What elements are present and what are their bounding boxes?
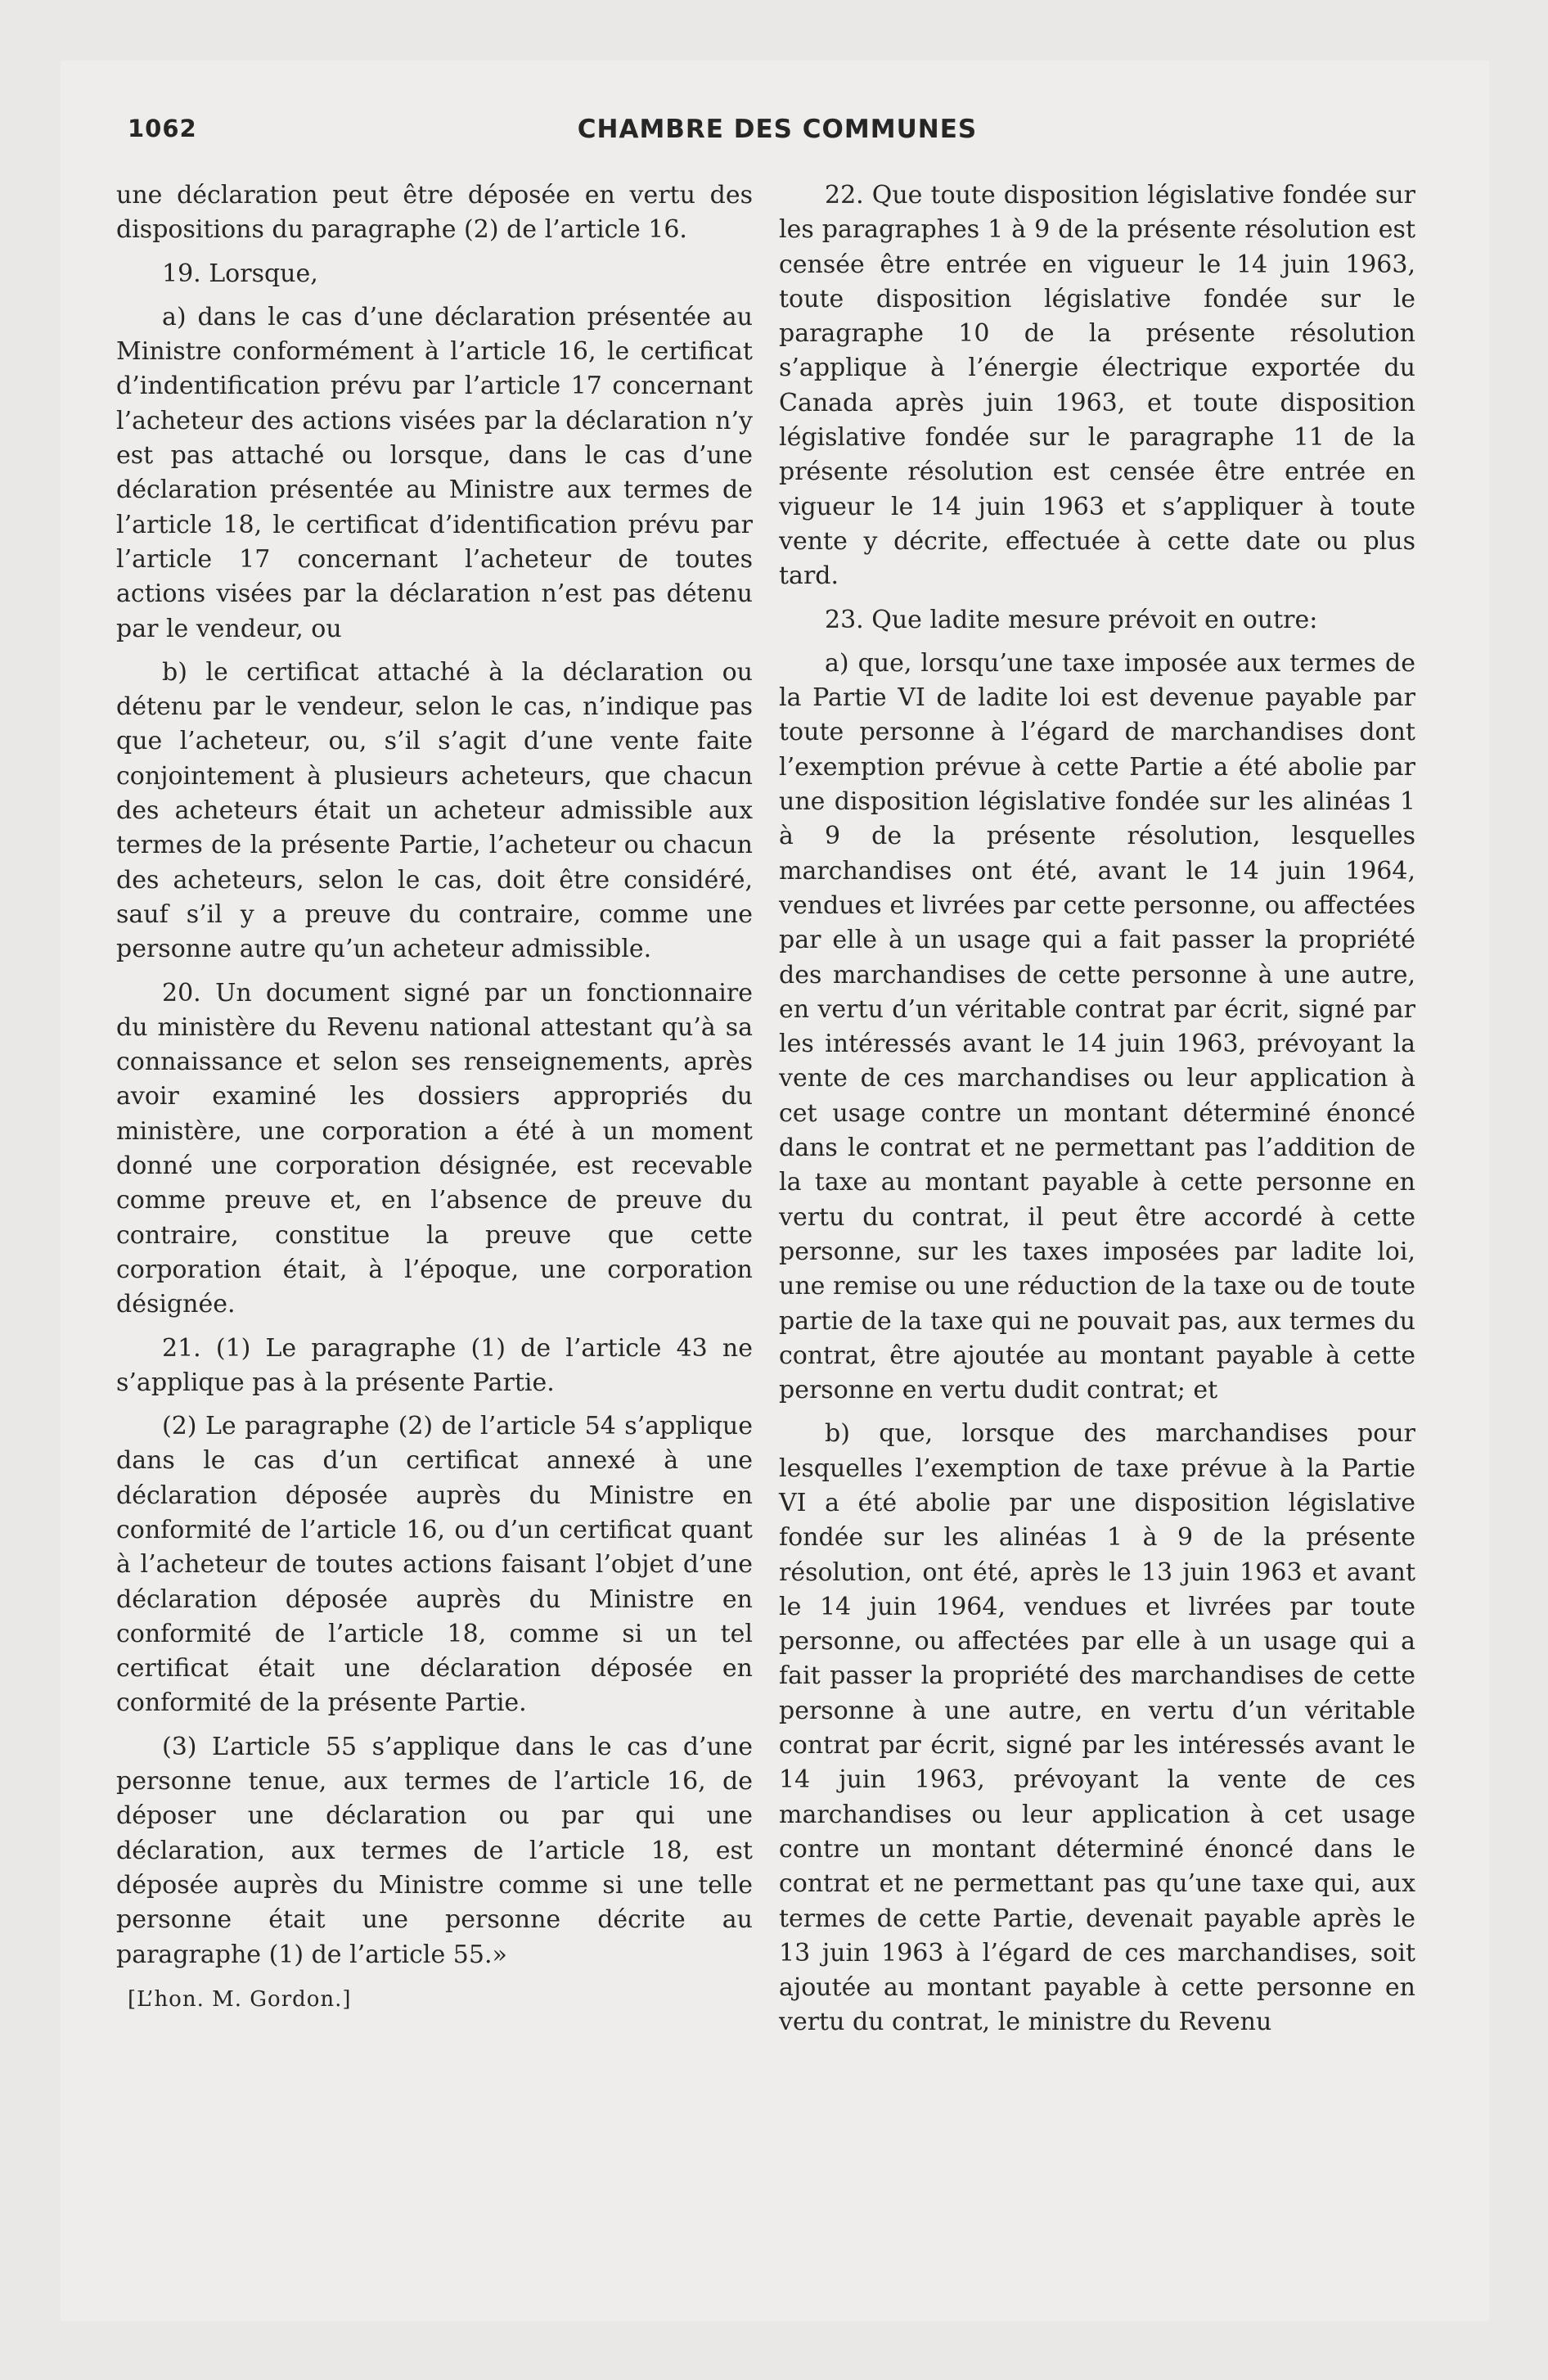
paragraph-19a: a) dans le cas d’une déclaration présentée au Ministre conformément à l’article 16, le certificat d’indentification prévu par l’article 17 concernant l’acheteur des actions visées par la déclaration n’y est pas attaché ou lorsque, dans le cas d’une déclaration présentée au Ministre aux termes de l’article 18, le certificat d’identification prévu par l’article 17 concernant l’acheteur de toutes actions visées par la déclaration n’est pas détenu par le vendeur, ou — [116, 302, 753, 643]
paragraph-23a: a) que, lorsqu’une taxe imposée aux termes de la Partie VI de ladite loi est devenue payable par toute personne à l’égard de marchandises dont l’exemption prévue à cette Partie a été abolie par une disposition législative fondée sur les alinéas 1 à 9 de la présente résolution, lesquelles marchandises ont été, avant le 14 juin 1964, vendues et livrées par cette personne, ou affectées par elle à un usage qui a fait passer la propriété des marchandises de cette personne à une autre, en vertu d’un véritable contrat par écrit, signé par les intéressés avant le 14 juin 1963, prévoyant la vente de ces marchandises ou leur application à cet usage contre un montant déterminé énoncé dans le contrat et ne permettant pas l’addition de la taxe au montant payable à cette personne en vertu du contrat, il peut être accordé à cette personne, sur les taxes imposées par ladite loi, une remise ou une réduction de la taxe ou de toute partie de la taxe qui ne pouvait pas, aux termes du contrat, être ajoutée au montant payable à cette personne en vertu dudit contrat; et — [779, 648, 1415, 1405]
paragraph-section-20: 20. Un document signé par un fonctionnaire du ministère du Revenu national attestant qu’à sa connaissance et selon ses renseignements, après avoir examiné les dossiers appropriés du ministère, une corporation a été à un moment donné une corporation désignée, est recevable comme preuve et, en l’absence de preuve du contraire, constitue la preuve que cette corporation était, à l’époque, une corporation désignée. — [116, 978, 753, 1319]
paragraph-continuation: une déclaration peut être déposée en vertu des dispositions du paragraphe (2) de l’article 16. — [116, 181, 753, 245]
paragraph-section-19: 19. Lorsque, — [162, 259, 318, 288]
paragraph-section-21-3: (3) L’article 55 s’applique dans le cas d’une personne tenue, aux termes de l’article 16, de déposer une déclaration ou par qui une déclaration, aux termes de l’article 18, est déposée auprès du Ministre comme si une telle personne était une personne décrite au paragraphe (1) de l’article 55.» — [116, 1732, 753, 1969]
left-column — [116, 178, 753, 2026]
paragraph-section-21-2: (2) Le paragraphe (2) de l’article 54 s’applique dans le cas d’un certificat annexé à une déclaration déposée auprès du Ministre en conformité de l’article 16, ou d’un certificat quant à l’acheteur de toutes actions faisant l’objet d’une déclaration déposée auprès du Ministre en conformité de l’article 18, comme si un tel certificat était une déclaration déposée en conformité de la présente Partie. — [116, 1412, 753, 1718]
speaker-signature: [L’hon. M. Gordon.] — [128, 1986, 352, 2012]
paragraph-section-22: 22. Que toute disposition législative fondée sur les paragraphes 1 à 9 de la présente résolution est censée être entrée en vigueur le 14 juin 1963, toute disposition législative fondée sur le paragraphe 10 de la présente résolution s’applique à l’énergie électrique exportée du Canada après juin 1963, et toute disposition législative fondée sur le paragraphe 11 de la présente résolution est censée être entrée en vigueur le 14 juin 1963 et s’appliquer à toute vente y décrite, effectuée à cette date ou plus tard. — [779, 181, 1415, 591]
paragraph-19b: b) le certificat attaché à la déclaration ou détenu par le vendeur, selon le cas, n’indique pas que l’acheteur, ou, s’il s’agit d’une vente faite conjointement à plusieurs acheteurs, que chacun des acheteurs était un acheteur admissible aux termes de la présente Partie, l’acheteur ou chacun des acheteurs, selon le cas, doit être considéré, sauf s’il y a preuve du contraire, comme une personne autre qu’un acheteur admissible. — [116, 657, 753, 964]
paragraph-23b: b) que, lorsque des marchandises pour lesquelles l’exemption de taxe prévue à la Partie VI a été abolie par une disposition législative fondée sur les alinéas 1 à 9 de la présente résolution, ont été, après le 13 juin 1963 et avant le 14 juin 1964, vendues et livrées par toute personne, ou affectées par elle à un usage qui a fait passer la propriété des marchandises de cette personne à une autre, en vertu d’un véritable contrat par écrit, signé par les intéressés avant le 14 juin 1963, prévoyant la vente de ces marchandises ou leur application à cet usage contre un montant déterminé énoncé dans le contrat et ne permettant pas qu’une taxe qui, aux termes de cette Partie, devenait payable après le 13 juin 1963 à l’égard de ces marchandises, soit ajoutée au montant payable à cette personne en vertu du contrat, le ministre du Revenu — [779, 1419, 1415, 2037]
right-column — [779, 178, 1415, 2049]
running-head: CHAMBRE DES COMMUNES — [577, 115, 978, 144]
page-number: 1062 — [128, 115, 197, 142]
page-header — [128, 115, 1427, 156]
paragraph-section-21-1: 21. (1) Le paragraphe (1) de l’article 43 ne s’applique pas à la présente Partie. — [116, 1333, 753, 1397]
paragraph-section-23: 23. Que ladite mesure prévoit en outre: — [825, 605, 1318, 634]
